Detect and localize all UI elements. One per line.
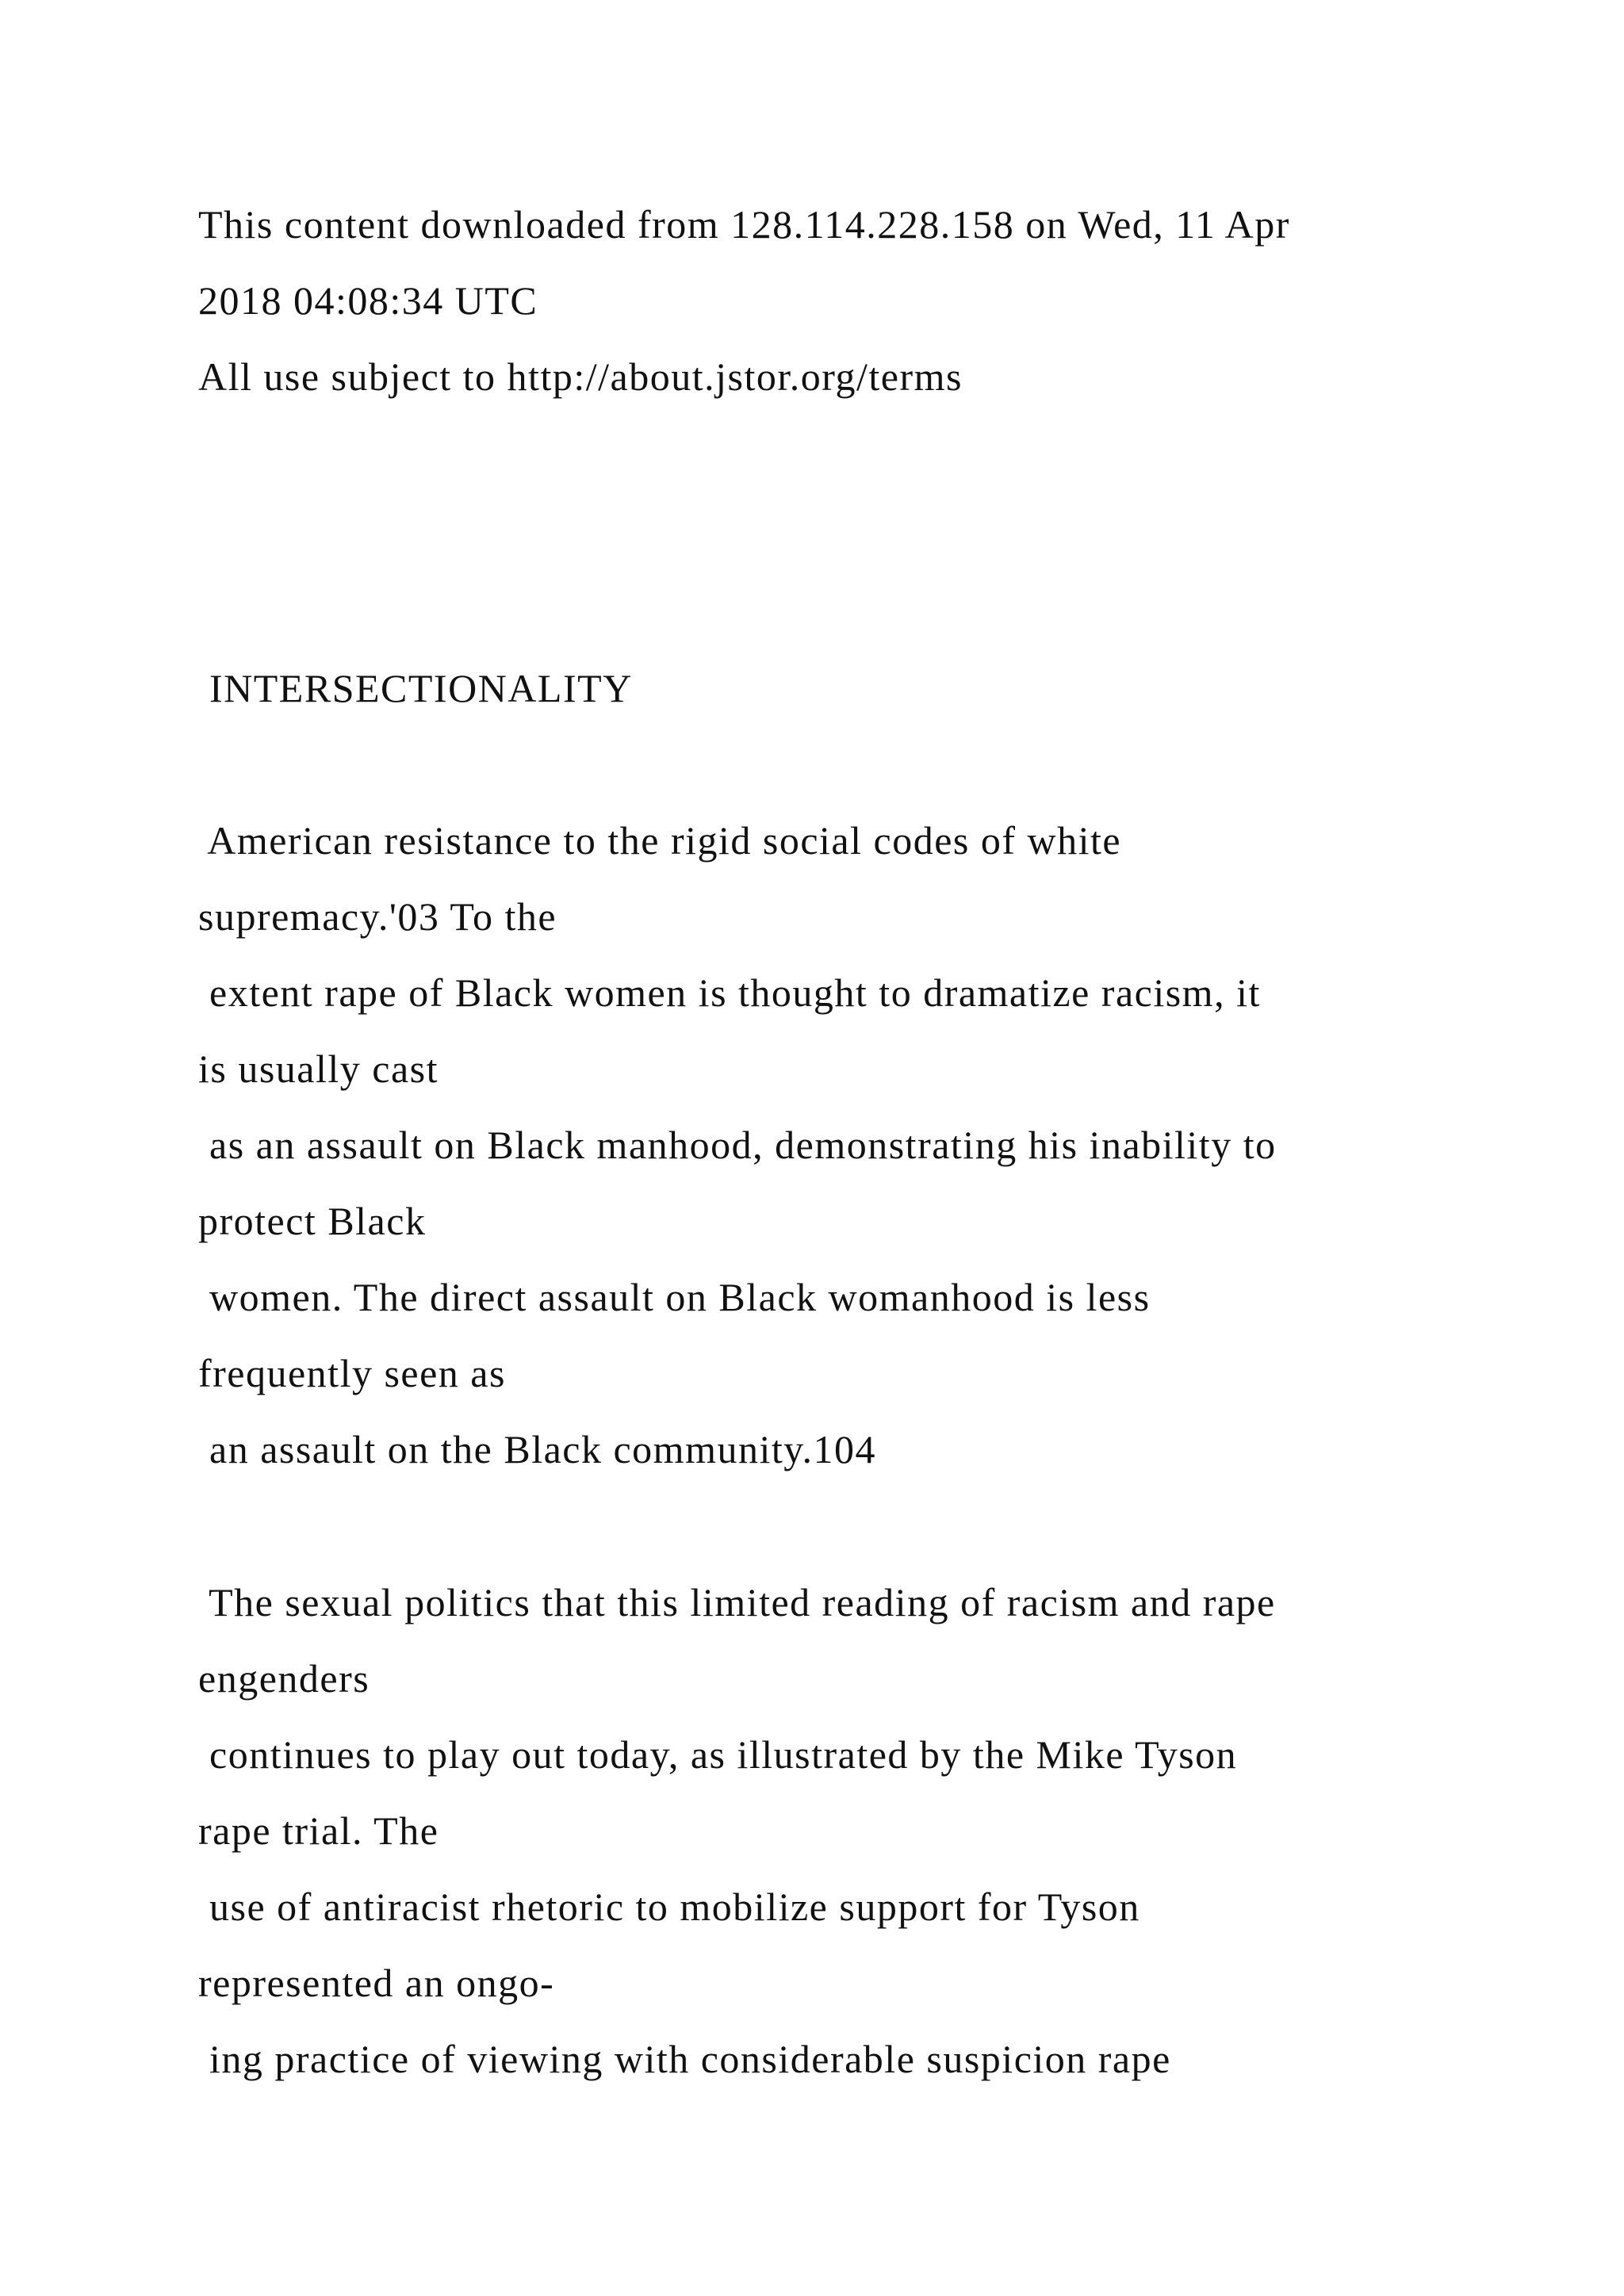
paragraph-1-line-4: is usually cast xyxy=(198,1047,439,1091)
paragraph-1-line-7: women. The direct assault on Black womanhood is less xyxy=(198,1275,1151,1319)
paragraph-2-line-3: continues to play out today, as illustrated by the Mike Tyson xyxy=(198,1732,1238,1777)
paragraph-2-line-4: rape trial. The xyxy=(198,1808,439,1853)
paragraph-2-line-1: The sexual politics that this limited reading of racism and rape xyxy=(198,1580,1276,1624)
paragraph-2-line-5: use of antiracist rhetoric to mobilize support for Tyson xyxy=(198,1885,1140,1929)
paragraph-1-line-3: extent rape of Black women is thought to dramatize racism, it xyxy=(198,970,1261,1015)
section-heading: INTERSECTIONALITY xyxy=(198,666,633,710)
paragraph-1-line-8: frequently seen as xyxy=(198,1351,506,1395)
paragraph-2-line-6: represented an ongo- xyxy=(198,1961,555,2005)
paragraph-1-line-6: protect Black xyxy=(198,1199,427,1243)
paragraph-1-line-9: an assault on the Black community.104 xyxy=(198,1427,876,1471)
paragraph-1-line-1: American resistance to the rigid social codes of white xyxy=(198,818,1122,863)
paragraph-1-line-5: as an assault on Black manhood, demonstrating his inability to xyxy=(198,1123,1277,1167)
download-date-line: 2018 04:08:34 UTC xyxy=(198,278,538,323)
paragraph-1-line-2: supremacy.'03 To the xyxy=(198,894,557,939)
paragraph-2-line-7: ing practice of viewing with considerable suspicion rape xyxy=(198,2037,1171,2081)
paragraph-2-line-2: engenders xyxy=(198,1656,370,1701)
download-notice-line: This content downloaded from 128.114.228.158 on Wed, 11 Apr xyxy=(198,202,1290,247)
terms-line: All use subject to http://about.jstor.org/terms xyxy=(198,354,963,399)
